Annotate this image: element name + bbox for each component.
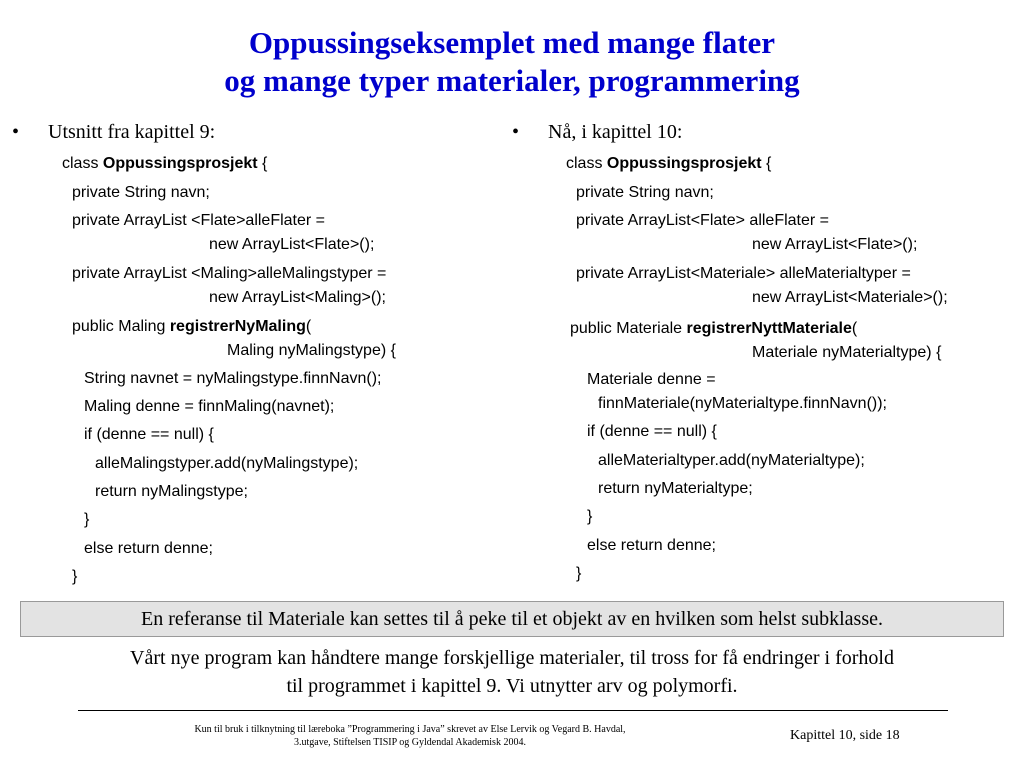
code-line: finnMateriale(nyMaterialtype.finnNavn()); <box>598 395 887 412</box>
code-line: Maling nyMalingstype) { <box>227 342 396 359</box>
code-line: return nyMaterialtype; <box>598 480 753 497</box>
code-line: Materiale denne = <box>587 371 716 388</box>
right-bullet <box>512 118 682 146</box>
summary-line-1: Vårt nye program kan håndtere mange forskjellige materialer, til tross for få endringer i forhold <box>130 647 894 669</box>
code-line: } <box>72 568 78 585</box>
left-bullet-text: Utsnitt fra kapittel 9: <box>48 121 216 143</box>
footer-credit-line-1: Kun til bruk i tilknytning til læreboka ”Programmering i Java” skrevet av Else Lervik og Vegard B. Havdal, <box>194 724 626 735</box>
code-line: new ArrayList<Materiale>(); <box>752 289 948 306</box>
code-line: else return denne; <box>587 537 716 554</box>
slide-title <box>0 24 1024 100</box>
code-line: alleMalingstyper.add(nyMalingstype); <box>95 455 359 472</box>
right-bullet-text: Nå, i kapittel 10: <box>548 121 683 143</box>
code-line: Maling denne = finnMaling(navnet); <box>84 398 335 415</box>
code-line: public Maling registrerNyMaling( <box>72 318 312 335</box>
code-line: } <box>84 511 90 528</box>
summary-text <box>10 644 1014 700</box>
code-line: new ArrayList<Flate>(); <box>752 236 918 253</box>
code-line: } <box>576 565 582 582</box>
code-line: if (denne == null) { <box>587 423 717 440</box>
slide-title-line-1: Oppussingseksemplet med mange flater <box>248 25 776 60</box>
footer-credit <box>150 723 670 749</box>
code-line: } <box>587 508 593 525</box>
code-line: private ArrayList <Flate>alleFlater = <box>72 212 326 229</box>
bullet-icon: • <box>512 121 520 143</box>
footer-credit-line-2: 3.utgave, Stiftelsen TISIP og Gyldendal Akademisk 2004. <box>294 737 526 748</box>
code-line: private ArrayList<Materiale> alleMaterialtyper = <box>576 265 911 282</box>
highlight-note: En referanse til Materiale kan settes til å peke til et objekt av en hvilken som helst subklasse. <box>20 601 1004 637</box>
code-line: new ArrayList<Flate>(); <box>209 236 375 253</box>
code-line: alleMaterialtyper.add(nyMaterialtype); <box>598 452 865 469</box>
left-bullet <box>12 118 215 146</box>
code-line: private ArrayList <Maling>alleMalingstyper = <box>72 265 387 282</box>
slide-title-line-2: og mange typer materialer, programmering <box>224 63 800 98</box>
code-line: else return denne; <box>84 540 213 557</box>
code-line: if (denne == null) { <box>84 426 214 443</box>
code-line: class Oppussingsprosjekt { <box>62 155 268 172</box>
bullet-icon: • <box>12 121 20 143</box>
summary-line-2: til programmet i kapittel 9. Vi utnytter arv og polymorfi. <box>286 675 738 697</box>
page-number: Kapittel 10, side 18 <box>790 728 900 743</box>
code-line: private ArrayList<Flate> alleFlater = <box>576 212 830 229</box>
code-line: String navnet = nyMalingstype.finnNavn(); <box>84 370 382 387</box>
code-line: new ArrayList<Maling>(); <box>209 289 386 306</box>
code-line: Materiale nyMaterialtype) { <box>752 344 942 361</box>
code-line: private String navn; <box>72 184 210 201</box>
footer-divider <box>78 710 948 711</box>
code-line: class Oppussingsprosjekt { <box>566 155 772 172</box>
code-line: private String navn; <box>576 184 714 201</box>
code-line: return nyMalingstype; <box>95 483 248 500</box>
code-line: public Materiale registrerNyttMateriale( <box>570 320 858 337</box>
